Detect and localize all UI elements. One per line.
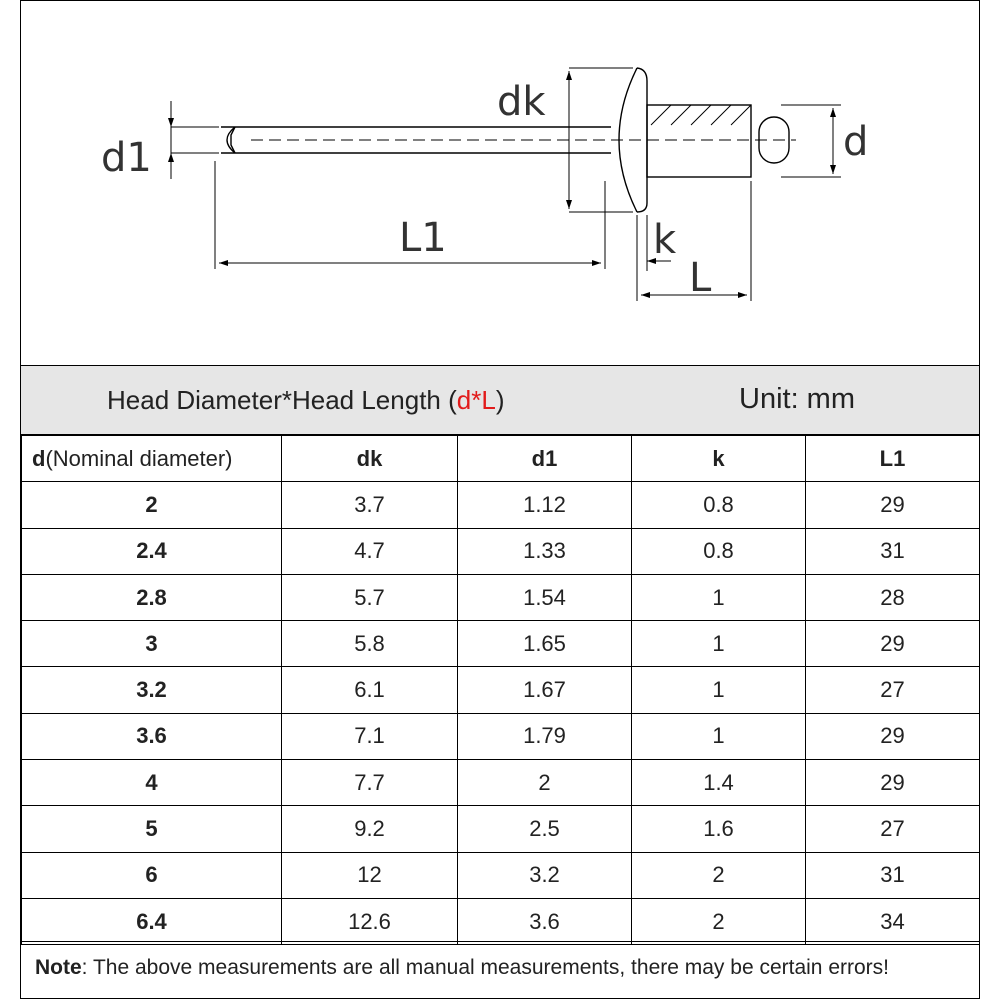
table-cell: 2.4: [22, 528, 282, 574]
label-d: d: [843, 119, 869, 165]
table-cell: 31: [806, 528, 980, 574]
table-cell: 27: [806, 667, 980, 713]
table-cell: 1.6: [632, 806, 806, 852]
table-cell: 4: [22, 760, 282, 806]
table-row: [22, 760, 980, 806]
table-cell: 1.12: [458, 482, 632, 528]
column-header-3: k: [632, 436, 806, 482]
table-cell: 0.8: [632, 482, 806, 528]
table-row: [22, 806, 980, 852]
table-cell: 2.8: [22, 574, 282, 620]
table-cell: 3: [22, 621, 282, 667]
table-body: [22, 482, 980, 945]
table-cell: 3.7: [282, 482, 458, 528]
table-cell: 2: [632, 852, 806, 898]
table-cell: 31: [806, 852, 980, 898]
table-cell: 1.65: [458, 621, 632, 667]
table-cell: 1.79: [458, 713, 632, 759]
table-cell: 6.1: [282, 667, 458, 713]
label-L1: L1: [399, 215, 447, 261]
title-highlight: d*L: [456, 385, 496, 415]
table-header-banner: [21, 365, 979, 435]
specs-table: [21, 435, 980, 945]
table-cell: 28: [806, 574, 980, 620]
table-row: [22, 667, 980, 713]
table-cell: 12: [282, 852, 458, 898]
table-cell: 5.8: [282, 621, 458, 667]
note-text: Note: The above measurements are all manual measurements, there may be certain errors!: [35, 956, 889, 979]
table-cell: 29: [806, 482, 980, 528]
table-cell: 0.8: [632, 528, 806, 574]
table-cell: 1: [632, 574, 806, 620]
table-row: [22, 713, 980, 759]
table-cell: 7.7: [282, 760, 458, 806]
table-cell: 6: [22, 852, 282, 898]
table-cell: 1: [632, 621, 806, 667]
table-cell: 5.7: [282, 574, 458, 620]
note-section: [21, 941, 979, 999]
table-cell: 1: [632, 667, 806, 713]
label-d1: d1: [101, 135, 152, 181]
column-header-2: d1: [458, 436, 632, 482]
table-cell: 29: [806, 713, 980, 759]
table-cell: 7.1: [282, 713, 458, 759]
table-cell: 2.5: [458, 806, 632, 852]
column-header-1: dk: [282, 436, 458, 482]
table-cell: 5: [22, 806, 282, 852]
table-cell: 27: [806, 806, 980, 852]
table-row: [22, 852, 980, 898]
header-title: Head Diameter*Head Length (d*L): [107, 385, 505, 415]
table-row: [22, 621, 980, 667]
mandrel-tip: [227, 127, 235, 153]
table-cell: 34: [806, 898, 980, 944]
table-row: [22, 574, 980, 620]
table-row: [22, 528, 980, 574]
table-cell: 29: [806, 760, 980, 806]
label-L: L: [689, 255, 712, 301]
table-cell: 4.7: [282, 528, 458, 574]
table-cell: 3.2: [22, 667, 282, 713]
column-header-0: d(Nominal diameter): [22, 436, 282, 482]
table-cell: 3.6: [458, 898, 632, 944]
rivet-body: [647, 105, 751, 177]
table-cell: 9.2: [282, 806, 458, 852]
table-cell: 3.6: [22, 713, 282, 759]
table-cell: 2: [22, 482, 282, 528]
label-dk: dk: [497, 79, 546, 125]
column-header-4: L1: [806, 436, 980, 482]
table-cell: 1.33: [458, 528, 632, 574]
table-cell: 1: [632, 713, 806, 759]
table-row: [22, 482, 980, 528]
column-header-row: [22, 436, 980, 482]
table-cell: 6.4: [22, 898, 282, 944]
table-cell: 2: [458, 760, 632, 806]
unit-label: Unit: mm: [739, 383, 855, 415]
table-cell: 3.2: [458, 852, 632, 898]
rivet-diagram: [21, 1, 979, 365]
table-cell: 1.54: [458, 574, 632, 620]
table-cell: 2: [632, 898, 806, 944]
table-row: [22, 898, 980, 944]
table-cell: 12.6: [282, 898, 458, 944]
table-cell: 1.67: [458, 667, 632, 713]
table-cell: 1.4: [632, 760, 806, 806]
table-cell: 29: [806, 621, 980, 667]
label-k: k: [653, 217, 677, 263]
